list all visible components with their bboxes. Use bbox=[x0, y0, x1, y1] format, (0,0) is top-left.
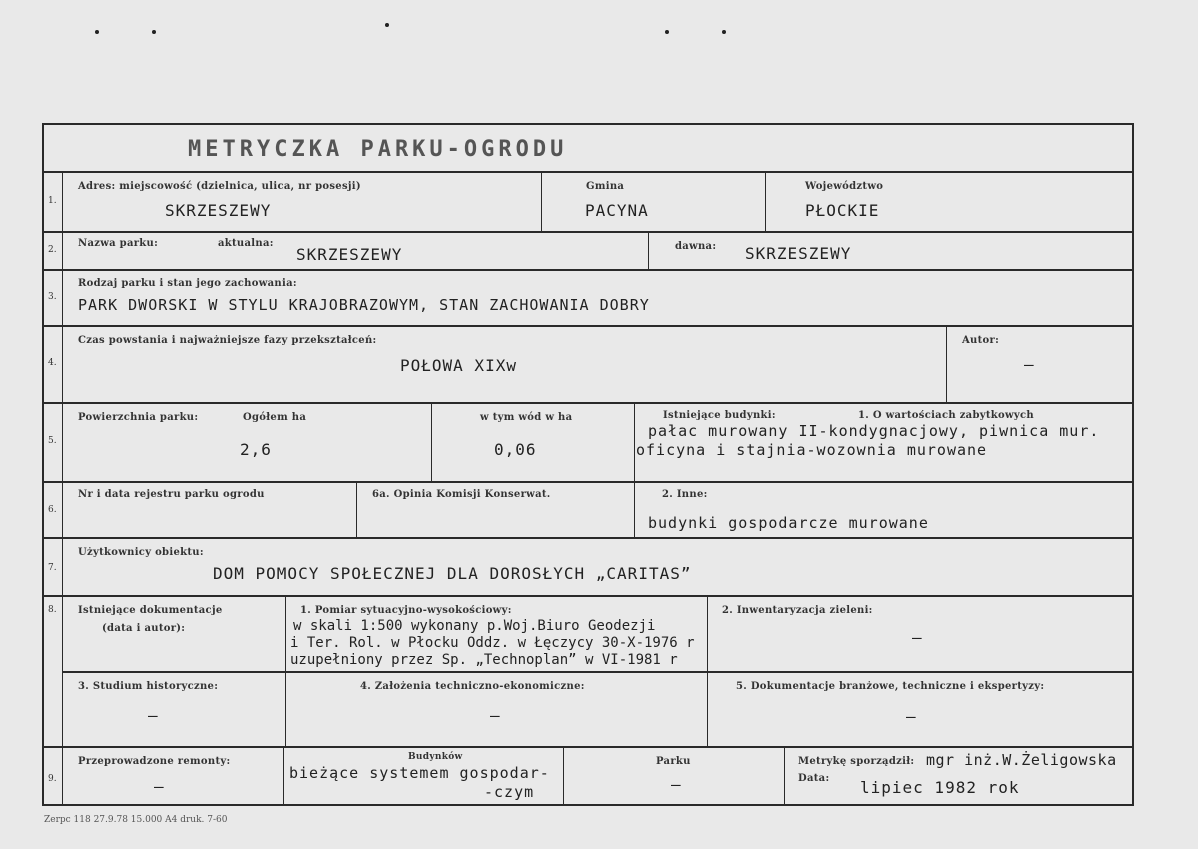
total-area-value: 2,6 bbox=[240, 440, 272, 459]
wojewodztwo-value: PŁOCKIE bbox=[805, 201, 880, 220]
current-name-value: SKRZESZEWY bbox=[296, 245, 403, 264]
park-name-label: Nazwa parku: bbox=[78, 238, 159, 249]
cell-divider bbox=[946, 325, 947, 402]
technical-assumptions-value: — bbox=[490, 706, 501, 725]
date-value: lipiec 1982 rok bbox=[860, 778, 1020, 797]
survey-label: 1. Pomiar sytuacyjno-wysokościowy: bbox=[300, 605, 512, 616]
row-divider bbox=[42, 325, 1134, 327]
row-divider bbox=[42, 269, 1134, 271]
row-number: 4. bbox=[48, 358, 57, 368]
row-number: 3. bbox=[48, 292, 57, 302]
historic-buildings-label: 1. O wartościach zabytkowych bbox=[858, 410, 1034, 421]
survey-line1: w skali 1:500 wykonany p.Woj.Biuro Geodezji bbox=[293, 618, 656, 634]
address-label: Adres: miejscowość (dzielnica, ulica, nr posesji) bbox=[78, 181, 361, 192]
greenery-inventory-label: 2. Inwentaryzacja zieleni: bbox=[722, 605, 873, 616]
row-divider bbox=[42, 171, 1134, 173]
cell-divider bbox=[541, 171, 542, 231]
cell-divider bbox=[707, 595, 708, 746]
cell-divider bbox=[648, 231, 649, 269]
row-divider bbox=[42, 402, 1134, 404]
register-label: Nr i data rejestru parku ogrodu bbox=[78, 489, 265, 500]
survey-line3: uzupełniony przez Sp. „Technoplan” w VI-1981 r bbox=[290, 652, 678, 668]
row-divider bbox=[42, 537, 1134, 539]
form-frame bbox=[42, 123, 1134, 806]
cell-divider bbox=[283, 746, 284, 806]
row-number: 5. bbox=[48, 436, 57, 446]
row-divider bbox=[42, 481, 1134, 483]
cell-divider bbox=[784, 746, 785, 806]
conservator-opinion-label: 6a. Opinia Komisji Konserwat. bbox=[372, 489, 551, 500]
park-renovation-value: — bbox=[671, 775, 682, 794]
total-area-label: Ogółem ha bbox=[243, 412, 307, 423]
water-area-label: w tym wód w ha bbox=[480, 412, 573, 423]
cell-divider bbox=[765, 171, 766, 231]
renovations-label: Przeprowadzone remonty: bbox=[78, 756, 231, 767]
expert-docs-label: 5. Dokumentacje branżowe, techniczne i ekspertyzy: bbox=[736, 681, 1045, 692]
park-type-label: Rodzaj parku i stan jego zachowania: bbox=[78, 278, 297, 289]
origin-label: Czas powstania i najważniejsze fazy przekształceń: bbox=[78, 335, 377, 346]
row-number: 6. bbox=[48, 505, 57, 515]
row-number: 2. bbox=[48, 245, 57, 255]
area-label: Powierzchnia parku: bbox=[78, 412, 199, 423]
punch-mark bbox=[385, 23, 389, 27]
park-renovation-label: Parku bbox=[656, 756, 691, 767]
address-value: SKRZESZEWY bbox=[165, 201, 272, 220]
technical-assumptions-label: 4. Założenia techniczno-ekonomiczne: bbox=[360, 681, 585, 692]
row-divider bbox=[42, 595, 1134, 597]
buildings-renovation-line2: -czym bbox=[484, 783, 535, 801]
date-label: Data: bbox=[798, 773, 830, 784]
historical-study-value: — bbox=[148, 706, 159, 725]
author-value: — bbox=[1024, 355, 1035, 374]
historic-buildings-line1: pałac murowany II-kondygnacjowy, piwnica mur. bbox=[648, 422, 1100, 440]
buildings-renovation-label: Budynków bbox=[408, 752, 463, 762]
former-name-value: SKRZESZEWY bbox=[745, 244, 852, 263]
users-label: Użytkownicy obiektu: bbox=[78, 547, 204, 558]
cell-divider bbox=[563, 746, 564, 806]
print-footer: Zerpc 118 27.9.78 15.000 A4 druk. 7-60 bbox=[44, 815, 228, 825]
author-label: Autor: bbox=[962, 335, 1000, 346]
row-divider bbox=[42, 231, 1134, 233]
greenery-inventory-value: — bbox=[912, 628, 923, 647]
prepared-by-value: mgr inż.W.Żeligowska bbox=[926, 751, 1117, 769]
documentation-sub-label: (data i autor): bbox=[102, 623, 186, 634]
cell-divider bbox=[285, 595, 286, 746]
water-area-value: 0,06 bbox=[494, 440, 537, 459]
row-number: 8. bbox=[48, 605, 57, 615]
cell-divider bbox=[356, 481, 357, 537]
punch-mark bbox=[152, 30, 156, 34]
other-buildings-value: budynki gospodarcze murowane bbox=[648, 514, 929, 532]
punch-mark bbox=[722, 30, 726, 34]
current-name-label: aktualna: bbox=[218, 238, 274, 249]
cell-divider bbox=[431, 402, 432, 481]
origin-value: POŁOWA XIXw bbox=[400, 356, 517, 375]
former-name-label: dawna: bbox=[675, 241, 717, 252]
gmina-value: PACYNA bbox=[585, 201, 649, 220]
punch-mark bbox=[665, 30, 669, 34]
renovations-value: — bbox=[154, 777, 165, 796]
row-number: 7. bbox=[48, 563, 57, 573]
buildings-label: Istniejące budynki: bbox=[663, 410, 776, 421]
wojewodztwo-label: Województwo bbox=[805, 181, 884, 192]
documentation-label: Istniejące dokumentacje bbox=[78, 605, 223, 616]
park-type-value: PARK DWORSKI W STYLU KRAJOBRAZOWYM, STAN ZACHOWANIA DOBRY bbox=[78, 296, 650, 314]
historic-buildings-line2: oficyna i stajnia-wozownia murowane bbox=[636, 441, 988, 459]
cell-divider bbox=[634, 402, 635, 537]
row-number: 1. bbox=[48, 196, 57, 206]
punch-mark bbox=[95, 30, 99, 34]
form-title: METRYCZKA PARKU-OGRODU bbox=[188, 137, 568, 162]
prepared-by-label: Metrykę sporządził: bbox=[798, 756, 915, 767]
buildings-renovation-line1: bieżące systemem gospodar- bbox=[289, 764, 550, 782]
expert-docs-value: — bbox=[906, 707, 917, 726]
row-divider bbox=[62, 671, 1134, 673]
number-column-divider bbox=[62, 171, 63, 806]
row-divider bbox=[42, 746, 1134, 748]
survey-line2: i Ter. Rol. w Płocku Oddz. w Łęczycy 30-X-1976 r bbox=[290, 635, 695, 651]
other-buildings-label: 2. Inne: bbox=[662, 489, 708, 500]
row-number: 9. bbox=[48, 774, 57, 784]
users-value: DOM POMOCY SPOŁECZNEJ DLA DOROSŁYCH „CARITAS” bbox=[213, 564, 692, 583]
historical-study-label: 3. Studium historyczne: bbox=[78, 681, 219, 692]
gmina-label: Gmina bbox=[586, 181, 625, 192]
